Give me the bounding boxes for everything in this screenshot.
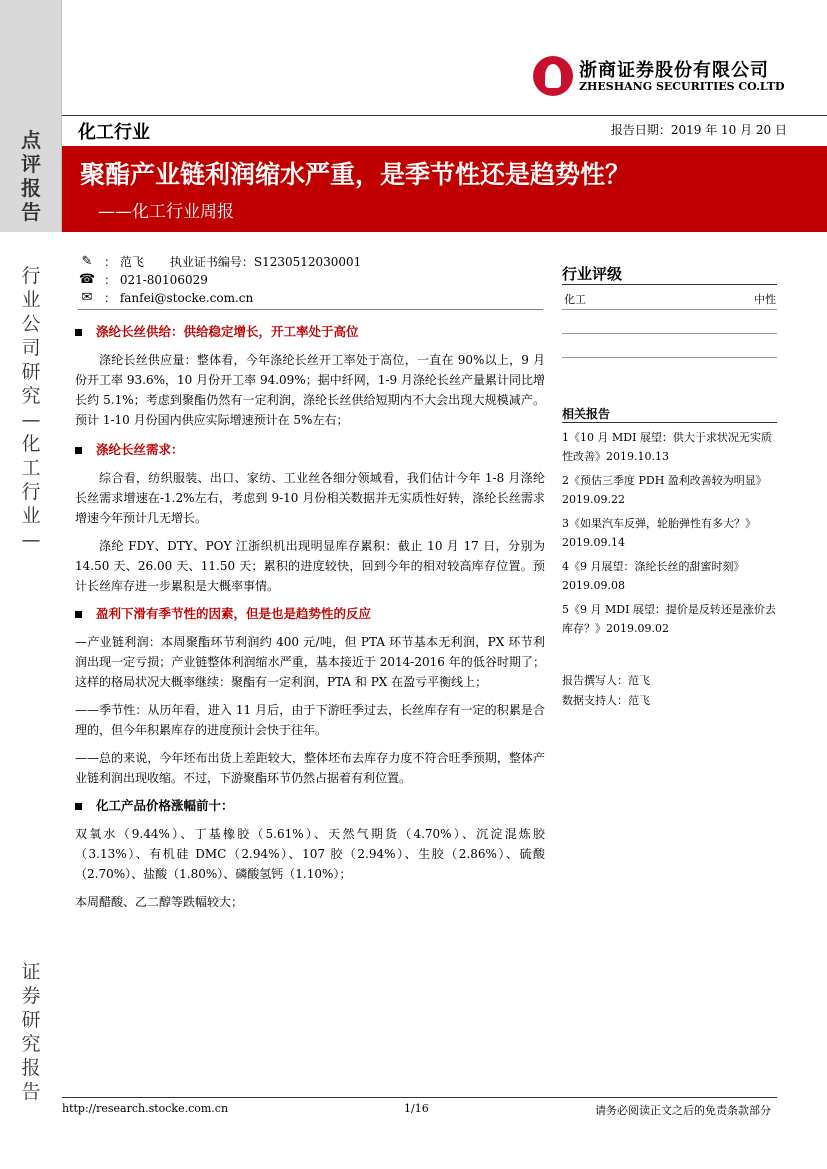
industry-name: 化工行业 bbox=[78, 122, 150, 143]
paragraph: ——季节性：从历年看，进入 11 月后，由于下游旺季过去，长丝库存有一定的积累是合理的，但今年积累库存的进度预计会快于往年。 bbox=[75, 703, 545, 737]
sidebar-char: 证 bbox=[21, 961, 41, 983]
paragraph: —产业链利润：本周聚酯环节利润约 400 元/吨，但 PTA 环节基本无利润，PX 环节利润出现一定亏损；产业链整体利润缩水严重，基本接近于 2014-2016 年的低谷时期了；这样的格局状况大概率继续：聚酯有一定利润，PTA 和 PX 在盈亏平衡线上； bbox=[75, 635, 545, 689]
related-item[interactable]: 3《如果汽车反弹，轮胎弹性有多大？》2019.09.14 bbox=[562, 517, 756, 549]
sidebar-char: — bbox=[21, 529, 41, 551]
logo-mark-icon bbox=[533, 56, 573, 96]
sidebar-char: 研 bbox=[21, 361, 41, 383]
logo-en-name: ZHESHANG SECURITIES CO.LTD bbox=[579, 80, 785, 93]
sidebar-char: 报 bbox=[21, 1057, 41, 1079]
bullet-square-icon bbox=[75, 447, 82, 454]
related-item[interactable]: 4《9 月展望：涤纶长丝的甜蜜时刻》2019.09.08 bbox=[562, 560, 745, 592]
disclaimer-note: 请务必阅读正文之后的免责条款部分 bbox=[595, 1104, 771, 1117]
rating-rule bbox=[562, 309, 777, 310]
footer-divider bbox=[62, 1097, 777, 1098]
related-item[interactable]: 1《10 月 MDI 展望：供大于求状况无实质性改善》2019.10.13 bbox=[562, 431, 772, 463]
section-heading: 涤纶长丝需求： bbox=[75, 440, 545, 460]
sidebar-char: 券 bbox=[21, 985, 41, 1007]
report-date: 报告日期：2019 年 10 月 20 日 bbox=[610, 123, 787, 137]
sidebar-char: 行 bbox=[21, 265, 41, 287]
sidebar-char: 究 bbox=[21, 385, 41, 407]
cert-label: 执业证书编号： bbox=[169, 255, 254, 269]
phone-row bbox=[78, 271, 361, 289]
sidebar-char: 司 bbox=[21, 337, 41, 359]
sidebar-char: 评 bbox=[21, 152, 41, 176]
bullet-square-icon bbox=[75, 803, 82, 810]
sidebar-char: 告 bbox=[21, 200, 41, 224]
related-divider bbox=[562, 422, 777, 423]
bullet-square-icon bbox=[75, 611, 82, 618]
rating-rule bbox=[562, 333, 777, 334]
paragraph: ——总的来说，今年坯布出货上差距较大，整体坯布去库存力度不符合旺季预期，整体产业链利润出现收缩。不过，下游聚酯环节仍然占据着有利位置。 bbox=[75, 751, 545, 785]
sidebar-char: 研 bbox=[21, 1009, 41, 1031]
sidebar-char: 行 bbox=[21, 481, 41, 503]
sidebar-char: — bbox=[21, 409, 41, 431]
cert-number: S1230512030001 bbox=[253, 255, 362, 269]
page-title: 聚酯产业链利润缩水严重，是季节性还是趋势性？ bbox=[80, 160, 631, 189]
logo-cn-name: 浙商证券股份有限公司 bbox=[579, 60, 769, 81]
rating-title: 行业评级 bbox=[562, 265, 623, 283]
related-title: 相关报告 bbox=[562, 407, 611, 421]
paragraph: 双氧水（9.44%）、丁基橡胶（5.61%）、天然气期货（4.70%）、沉淀混炼胶（3.13%）、有机硅 DMC（2.94%）、107 胶（2.94%）、生胶（2.86%）、硫酸（2.70%）、盐酸（1.80%）、磷酸氢钙（1.10%）； bbox=[75, 827, 545, 881]
email-address[interactable]: ： fanfei@stocke.com.cn bbox=[104, 291, 254, 305]
section-heading: 涤纶长丝供给：供给稳定增长，开工率处于高位 bbox=[75, 322, 545, 342]
related-list bbox=[562, 428, 782, 643]
sidebar-char: 工 bbox=[21, 457, 41, 479]
pen-icon: ✎ bbox=[81, 254, 93, 269]
sidebar-label-mid bbox=[14, 264, 48, 552]
sidebar-label-top bbox=[14, 128, 48, 224]
section-heading: 化工产品价格涨幅前十： bbox=[75, 796, 545, 816]
sidebar-char: 化 bbox=[21, 433, 41, 455]
rating-industry: 化工 bbox=[564, 293, 586, 306]
paragraph: 本周醋酸、乙二醇等跌幅较大； bbox=[75, 895, 244, 909]
rating-value: 中性 bbox=[754, 293, 776, 306]
rating-rule bbox=[562, 357, 777, 358]
company-logo bbox=[533, 56, 785, 98]
email-row bbox=[78, 289, 361, 307]
author-divider bbox=[78, 309, 543, 310]
sidebar-label-bottom bbox=[14, 960, 48, 1104]
writer-info bbox=[562, 671, 650, 711]
footer-url[interactable]: http://research.stocke.com.cn bbox=[62, 1102, 229, 1115]
sidebar-char: 业 bbox=[21, 289, 41, 311]
sidebar-char: 报 bbox=[21, 176, 41, 200]
paragraph: 涤纶长丝供应量：整体看，今年涤纶长丝开工率处于高位，一直在 90%以上，9 月份开工率 93.6%，10 月份开工率 94.09%；据中纤网，1-9 月涤纶长丝产量累计同比增长约 5.1%；考虑到聚酯仍然有一定利润，涤纶长丝供给短期内不大会出现大规模减产。预计 1-10 月份国内供应实际增速预计在 5%左右； bbox=[75, 353, 545, 427]
author-name: ： 范飞 bbox=[104, 255, 144, 269]
author-row bbox=[78, 253, 361, 271]
page-number: 1/16 bbox=[404, 1102, 429, 1115]
phone-icon: ☎ bbox=[78, 272, 96, 287]
bullet-square-icon bbox=[75, 329, 82, 336]
writer-row: 报告撰写人：范飞 bbox=[562, 674, 650, 687]
page-subtitle: ——化工行业周报 bbox=[98, 202, 234, 222]
paragraph: 综合看，纺织服装、出口、家纺、工业丝各细分领域看，我们估计今年 1-8 月涤纶长丝需求增速在-1.2%左右，考虑到 9-10 月份相关数据并无实质性好转，涤纶长丝需求增速今年预计几无增长。 bbox=[75, 471, 545, 525]
sidebar-char: 告 bbox=[21, 1081, 41, 1103]
sidebar-char: 究 bbox=[21, 1033, 41, 1055]
related-item[interactable]: 2《预估三季度 PDH 盈利改善较为明显》2019.09.22 bbox=[562, 474, 767, 506]
sidebar-char: 点 bbox=[21, 128, 41, 152]
author-block bbox=[78, 253, 361, 307]
header-divider bbox=[62, 115, 827, 116]
mail-icon: ✉ bbox=[81, 290, 93, 305]
related-item[interactable]: 5《9 月 MDI 展望：提价是反转还是涨价去库存？》2019.09.02 bbox=[562, 603, 776, 635]
phone-number: ： 021-80106029 bbox=[104, 273, 208, 287]
sidebar-char: 业 bbox=[21, 505, 41, 527]
rating-divider bbox=[562, 284, 777, 285]
section-heading: 盈利下滑有季节性的因素，但是也是趋势性的反应 bbox=[75, 604, 545, 624]
main-content bbox=[75, 322, 545, 920]
paragraph: 涤纶 FDY、DTY、POY 江浙织机出现明显库存累积：截止 10 月 17 日，分别为 14.50 天、26.00 天、11.50 天；累积的进度较快，回到今年的相对较高库存位置。预计长丝库存进一步累积是大概率事情。 bbox=[75, 539, 545, 593]
sidebar-char: 公 bbox=[21, 313, 41, 335]
data-support-row: 数据支持人：范飞 bbox=[562, 694, 650, 707]
